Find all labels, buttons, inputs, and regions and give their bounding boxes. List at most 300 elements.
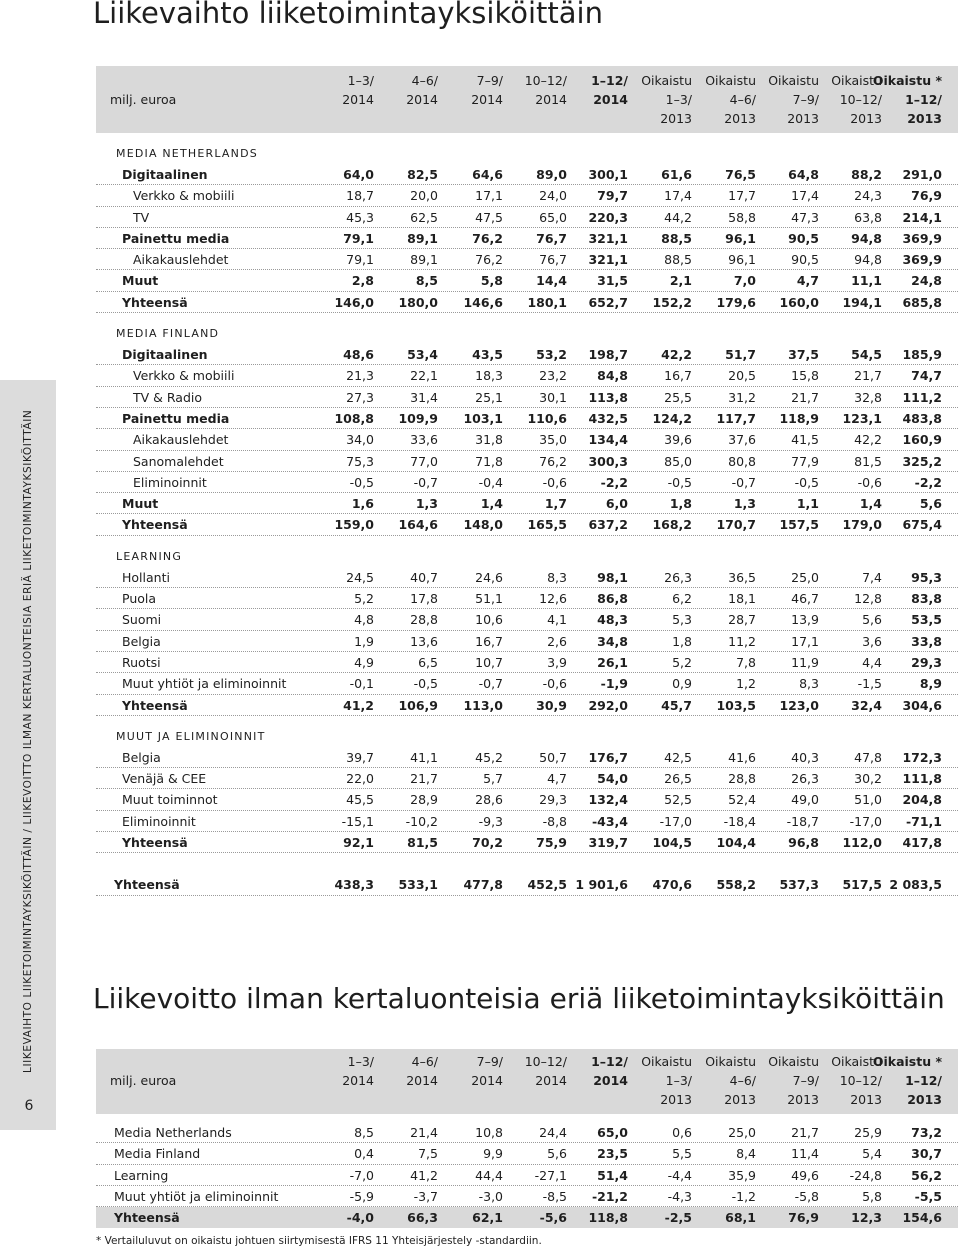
value-cell: 198,7: [588, 347, 628, 363]
value-cell: 28,9: [410, 792, 438, 808]
value-cell: 24,0: [539, 188, 567, 204]
column-header-line: Oikaistu: [768, 73, 819, 88]
value-cell: 28,7: [728, 612, 756, 628]
value-cell: 34,0: [346, 432, 374, 448]
row-label: Eliminoinnit: [133, 474, 207, 490]
table-row: [96, 631, 958, 652]
value-cell: 48,3: [597, 612, 628, 628]
value-cell: 176,7: [588, 749, 628, 765]
value-cell: -8,8: [542, 813, 567, 829]
value-cell: 10,7: [475, 654, 503, 670]
row-label: Digitaalinen: [122, 347, 208, 363]
value-cell: 14,4: [536, 273, 567, 289]
column-header-line: 4–6/: [411, 73, 438, 88]
value-cell: 42,2: [661, 347, 692, 363]
value-cell: 8,4: [736, 1146, 756, 1162]
table-row: [96, 609, 958, 630]
column-header: [406, 71, 438, 109]
value-cell: 17,1: [475, 188, 503, 204]
value-cell: 21,4: [410, 1125, 438, 1140]
row-label: TV: [133, 209, 150, 225]
value-cell: 5,7: [483, 771, 503, 787]
value-cell: 61,6: [661, 167, 692, 182]
value-cell: 79,7: [597, 188, 628, 204]
page-title: Liikevaihto liiketoimintayksiköittäin: [93, 0, 603, 30]
value-cell: 165,5: [527, 517, 567, 533]
value-cell: 35,9: [728, 1167, 756, 1183]
section-heading: [96, 323, 958, 344]
value-cell: -0,5: [667, 474, 692, 490]
value-cell: 124,2: [652, 410, 692, 426]
value-cell: 5,8: [480, 273, 503, 289]
value-cell: 1,3: [415, 496, 438, 512]
row-label: Yhteensä: [114, 1210, 180, 1226]
value-cell: 77,9: [791, 453, 819, 469]
value-cell: 2 083,5: [889, 877, 942, 893]
value-cell: 46,7: [791, 591, 819, 607]
value-cell: 438,3: [334, 877, 374, 893]
value-cell: 652,7: [588, 294, 628, 310]
unit-label: milj. euroa: [110, 1073, 177, 1088]
value-cell: 17,4: [664, 188, 692, 204]
value-cell: 118,9: [779, 410, 819, 426]
value-cell: 103,1: [463, 410, 503, 426]
revenue-table: [96, 66, 958, 896]
value-cell: 83,8: [911, 591, 942, 607]
value-cell: 79,1: [346, 252, 374, 268]
column-header-line: 2014: [406, 1073, 438, 1088]
column-header-line: 2014: [342, 1073, 374, 1088]
value-cell: 32,8: [854, 389, 882, 405]
value-cell: -5,9: [349, 1188, 374, 1204]
row-label: Sanomalehdet: [133, 453, 224, 469]
value-cell: 15,8: [791, 368, 819, 384]
value-cell: 477,8: [463, 877, 503, 893]
column-header-line: 1–3/: [665, 92, 692, 107]
value-cell: 89,0: [536, 167, 567, 182]
column-header-line: 2013: [850, 111, 882, 126]
value-cell: 77,0: [410, 453, 438, 469]
value-cell: 28,8: [728, 771, 756, 787]
table-row: [96, 207, 958, 228]
value-cell: 37,5: [788, 347, 819, 363]
column-header: [471, 1052, 503, 1090]
value-cell: 1,8: [672, 633, 692, 649]
value-cell: -10,2: [405, 813, 438, 829]
column-header-line: 2013: [787, 111, 819, 126]
value-cell: 76,9: [788, 1210, 819, 1226]
column-header: [641, 71, 692, 128]
value-cell: -9,3: [478, 813, 503, 829]
value-cell: 1,9: [354, 633, 374, 649]
value-cell: 146,0: [334, 294, 374, 310]
value-cell: 65,0: [539, 209, 567, 225]
value-cell: -0,7: [731, 474, 756, 490]
column-header-line: 10–12/: [524, 1054, 567, 1069]
value-cell: 64,6: [472, 167, 503, 182]
value-cell: 16,7: [664, 368, 692, 384]
column-header-line: 1–12/: [591, 1054, 628, 1069]
value-cell: 164,6: [398, 517, 438, 533]
value-cell: 42,2: [854, 432, 882, 448]
column-header: [873, 71, 942, 128]
value-cell: 49,6: [791, 1167, 819, 1183]
value-cell: 113,0: [463, 697, 503, 713]
value-cell: 56,2: [911, 1167, 942, 1183]
value-cell: 194,1: [842, 294, 882, 310]
column-header-line: 2014: [535, 92, 567, 107]
value-cell: -24,8: [849, 1167, 882, 1183]
value-cell: 214,1: [902, 209, 942, 225]
value-cell: 0,6: [672, 1125, 692, 1140]
value-cell: 51,4: [597, 1167, 628, 1183]
value-cell: -3,0: [478, 1188, 503, 1204]
value-cell: 12,3: [851, 1210, 882, 1226]
value-cell: 80,8: [728, 453, 756, 469]
column-header-line: Oikaistu: [641, 1054, 692, 1069]
value-cell: -4,4: [667, 1167, 692, 1183]
value-cell: 452,5: [527, 877, 567, 893]
value-cell: 85,0: [664, 453, 692, 469]
column-header: [705, 1052, 756, 1109]
value-cell: 84,8: [597, 368, 628, 384]
value-cell: 26,1: [597, 654, 628, 670]
value-cell: 16,7: [475, 633, 503, 649]
value-cell: 417,8: [902, 835, 942, 851]
table-row: [96, 451, 958, 472]
table-row: [96, 365, 958, 386]
value-cell: 517,5: [842, 877, 882, 893]
value-cell: 25,5: [664, 389, 692, 405]
value-cell: -4,0: [346, 1210, 374, 1226]
column-header-line: 2013: [724, 111, 756, 126]
row-label: Learning: [114, 1167, 169, 1183]
value-cell: 558,2: [716, 877, 756, 893]
value-cell: 12,6: [539, 591, 567, 607]
row-label: Media Netherlands: [114, 1125, 232, 1140]
value-cell: 533,1: [398, 877, 438, 893]
table-row: [96, 768, 958, 789]
value-cell: 76,2: [539, 453, 567, 469]
value-cell: 123,1: [842, 410, 882, 426]
value-cell: 96,1: [728, 252, 756, 268]
value-cell: 11,9: [791, 654, 819, 670]
value-cell: 300,1: [588, 167, 628, 182]
value-cell: 18,1: [728, 591, 756, 607]
value-cell: 24,5: [346, 569, 374, 585]
value-cell: 13,9: [791, 612, 819, 628]
value-cell: 1 901,6: [575, 877, 628, 893]
value-cell: 21,7: [791, 389, 819, 405]
column-header-line: 2013: [660, 111, 692, 126]
column-header-line: 2013: [907, 1092, 942, 1107]
value-cell: 75,9: [536, 835, 567, 851]
table-row: [96, 1122, 958, 1143]
value-cell: 304,6: [902, 697, 942, 713]
value-cell: 4,1: [547, 612, 567, 628]
value-cell: 73,2: [911, 1125, 942, 1140]
value-cell: 28,8: [410, 612, 438, 628]
value-cell: 23,2: [539, 368, 567, 384]
value-cell: -43,4: [591, 813, 628, 829]
value-cell: 106,9: [398, 697, 438, 713]
column-header-line: Oikaistu *: [872, 73, 942, 88]
table-row: [96, 652, 958, 673]
column-header-line: 1–12/: [905, 1073, 942, 1088]
section-heading-text: MEDIA FINLAND: [116, 327, 220, 341]
value-cell: 204,8: [902, 792, 942, 808]
row-label: Yhteensä: [122, 835, 188, 851]
value-cell: -3,7: [413, 1188, 438, 1204]
value-cell: 82,5: [407, 167, 438, 182]
column-header: [768, 1052, 819, 1109]
value-cell: 220,3: [588, 209, 628, 225]
value-cell: 20,0: [410, 188, 438, 204]
value-cell: 42,5: [664, 749, 692, 765]
row-label: Painettu media: [122, 410, 230, 426]
row-label: Digitaalinen: [122, 167, 208, 182]
section-heading: [96, 546, 958, 567]
value-cell: 48,6: [343, 347, 374, 363]
column-header-line: 7–9/: [792, 1073, 819, 1088]
value-cell: 134,4: [588, 432, 628, 448]
value-cell: 7,4: [862, 569, 882, 585]
value-cell: 52,5: [664, 792, 692, 808]
operating-profit-table: [96, 1049, 958, 1228]
row-label: Yhteensä: [122, 517, 188, 533]
value-cell: -0,5: [413, 676, 438, 692]
value-cell: 3,9: [547, 654, 567, 670]
value-cell: 58,8: [728, 209, 756, 225]
table-row: [96, 588, 958, 609]
table-row: [96, 1207, 958, 1228]
revenue-table-body: [96, 133, 958, 896]
table-row: [96, 185, 958, 206]
value-cell: 104,5: [652, 835, 692, 851]
value-cell: 321,1: [588, 230, 628, 246]
value-cell: 34,8: [597, 633, 628, 649]
footnote: * Vertailuluvut on oikaistu johtuen siirtymisestä IFRS 11 Yhteisjärjestely -standardiin.: [96, 1235, 542, 1247]
table-row: [96, 673, 958, 694]
column-header-line: 1–3/: [347, 73, 374, 88]
row-label: Yhteensä: [122, 697, 188, 713]
value-cell: -0,5: [794, 474, 819, 490]
row-label: Muut toiminnot: [122, 792, 218, 808]
value-cell: 1,1: [796, 496, 819, 512]
value-cell: 22,0: [346, 771, 374, 787]
value-cell: 64,8: [788, 167, 819, 182]
value-cell: 123,0: [779, 697, 819, 713]
value-cell: 18,7: [346, 188, 374, 204]
value-cell: 81,5: [854, 453, 882, 469]
table-row: [96, 811, 958, 832]
row-label: Hollanti: [122, 569, 170, 585]
value-cell: 40,3: [791, 749, 819, 765]
value-cell: 24,4: [539, 1125, 567, 1140]
value-cell: 81,5: [407, 835, 438, 851]
value-cell: 26,3: [664, 569, 692, 585]
value-cell: 89,1: [410, 252, 438, 268]
column-header: [641, 1052, 692, 1109]
value-cell: 113,8: [588, 389, 628, 405]
column-header-line: 2014: [593, 1073, 628, 1088]
value-cell: 180,0: [398, 294, 438, 310]
row-label: Media Finland: [114, 1146, 201, 1162]
value-cell: 32,4: [851, 697, 882, 713]
column-header: [591, 1052, 628, 1090]
value-cell: 21,7: [854, 368, 882, 384]
value-cell: 1,8: [669, 496, 692, 512]
value-cell: -18,4: [723, 813, 756, 829]
value-cell: 22,1: [410, 368, 438, 384]
value-cell: 53,4: [407, 347, 438, 363]
section-heading-text: MEDIA NETHERLANDS: [116, 147, 258, 160]
value-cell: 27,3: [346, 389, 374, 405]
value-cell: 28,6: [475, 792, 503, 808]
column-header-line: 1–12/: [591, 73, 628, 88]
value-cell: 25,0: [791, 569, 819, 585]
value-cell: 21,7: [410, 771, 438, 787]
value-cell: 11,1: [851, 273, 882, 289]
value-cell: 5,2: [354, 591, 374, 607]
value-cell: 11,4: [791, 1146, 819, 1162]
value-cell: 86,8: [597, 591, 628, 607]
value-cell: -0,6: [542, 676, 567, 692]
value-cell: 76,7: [536, 230, 567, 246]
value-cell: 25,0: [728, 1125, 756, 1140]
table-row: [96, 270, 958, 291]
value-cell: 21,7: [791, 1125, 819, 1140]
row-label: Ruotsi: [122, 654, 161, 670]
value-cell: 45,2: [475, 749, 503, 765]
value-cell: 33,8: [911, 633, 942, 649]
value-cell: 98,1: [597, 569, 628, 585]
unit-label: milj. euroa: [110, 92, 177, 107]
column-header: [342, 1052, 374, 1090]
value-cell: 369,9: [902, 252, 942, 268]
value-cell: -0,7: [478, 676, 503, 692]
column-header-line: 2014: [342, 92, 374, 107]
column-header-line: Oikaistu: [641, 73, 692, 88]
column-header-line: 1–3/: [665, 1073, 692, 1088]
value-cell: 39,6: [664, 432, 692, 448]
value-cell: 1,4: [480, 496, 503, 512]
section-heading: [96, 143, 958, 164]
column-header: [342, 71, 374, 109]
column-header: [525, 1052, 567, 1090]
value-cell: 9,9: [483, 1146, 503, 1162]
row-label: Aikakauslehdet: [133, 432, 229, 448]
value-cell: 0,9: [672, 676, 692, 692]
column-header-line: 4–6/: [729, 1073, 756, 1088]
value-cell: 5,6: [919, 496, 942, 512]
value-cell: 39,7: [346, 749, 374, 765]
value-cell: 44,4: [475, 1167, 503, 1183]
column-header-line: 10–12/: [524, 73, 567, 88]
value-cell: 1,4: [859, 496, 882, 512]
value-cell: 6,2: [672, 591, 692, 607]
table-row: [96, 164, 958, 185]
value-cell: 45,5: [346, 792, 374, 808]
table-row: [96, 408, 958, 429]
column-header: [406, 1052, 438, 1090]
table-row: [96, 429, 958, 450]
value-cell: 29,3: [539, 792, 567, 808]
value-cell: 64,0: [343, 167, 374, 182]
value-cell: -27,1: [534, 1167, 567, 1183]
value-cell: -4,3: [667, 1188, 692, 1204]
table-row: [96, 472, 958, 493]
value-cell: -7,0: [349, 1167, 374, 1183]
value-cell: 68,1: [725, 1210, 756, 1226]
value-cell: 53,5: [911, 612, 942, 628]
value-cell: 159,0: [334, 517, 374, 533]
value-cell: 3,6: [862, 633, 882, 649]
value-cell: 29,3: [911, 654, 942, 670]
value-cell: 103,5: [716, 697, 756, 713]
value-cell: 66,3: [407, 1210, 438, 1226]
value-cell: 4,4: [862, 654, 882, 670]
value-cell: 70,2: [472, 835, 503, 851]
value-cell: -2,2: [914, 474, 942, 490]
value-cell: 4,7: [796, 273, 819, 289]
value-cell: 108,8: [334, 410, 374, 426]
row-label: Muut yhtiöt ja eliminoinnit: [114, 1188, 279, 1204]
value-cell: 54,5: [851, 347, 882, 363]
sidebar-running-header: LIIKEVAIHTO LIIKETOIMINTAYKSIKÖITTÄIN / LIIKEVOITTO ILMAN KERTALUONTEISIA ERIÄ LIIKETOIMINTAYKSIKÖITTÄIN: [22, 409, 34, 1073]
value-cell: 4,8: [354, 612, 374, 628]
value-cell: 637,2: [588, 517, 628, 533]
row-label: Belgia: [122, 633, 161, 649]
value-cell: 4,9: [354, 654, 374, 670]
value-cell: 62,5: [410, 209, 438, 225]
value-cell: 148,0: [463, 517, 503, 533]
value-cell: 5,5: [672, 1146, 692, 1162]
value-cell: 45,7: [661, 697, 692, 713]
value-cell: 685,8: [902, 294, 942, 310]
table-row: [96, 1143, 958, 1164]
value-cell: 112,0: [842, 835, 882, 851]
row-label: Yhteensä: [114, 877, 180, 893]
value-cell: 75,3: [346, 453, 374, 469]
value-cell: 44,2: [664, 209, 692, 225]
value-cell: 96,8: [788, 835, 819, 851]
column-header-line: Oikaistu: [831, 1054, 882, 1069]
column-header-line: 2014: [535, 1073, 567, 1088]
section-heading: [96, 726, 958, 747]
value-cell: 89,1: [407, 230, 438, 246]
value-cell: 179,0: [842, 517, 882, 533]
value-cell: -0,7: [413, 474, 438, 490]
section-title-operating-profit: Liikevoitto ilman kertaluonteisia eriä liiketoimintayksiköittäin: [93, 982, 945, 1015]
value-cell: 292,0: [588, 697, 628, 713]
column-header-line: Oikaistu: [705, 73, 756, 88]
value-cell: -1,9: [600, 676, 628, 692]
value-cell: -18,7: [786, 813, 819, 829]
value-cell: 325,2: [902, 453, 942, 469]
value-cell: 8,3: [799, 676, 819, 692]
value-cell: 94,8: [851, 230, 882, 246]
value-cell: 11,2: [728, 633, 756, 649]
value-cell: 94,8: [854, 252, 882, 268]
section-heading-text: MUUT JA ELIMINOINNIT: [116, 729, 266, 743]
value-cell: 4,7: [547, 771, 567, 787]
value-cell: 51,7: [725, 347, 756, 363]
column-header-line: 1–12/: [905, 92, 942, 107]
value-cell: -2,5: [664, 1210, 692, 1226]
value-cell: 0,4: [354, 1146, 374, 1162]
value-cell: 71,8: [475, 453, 503, 469]
